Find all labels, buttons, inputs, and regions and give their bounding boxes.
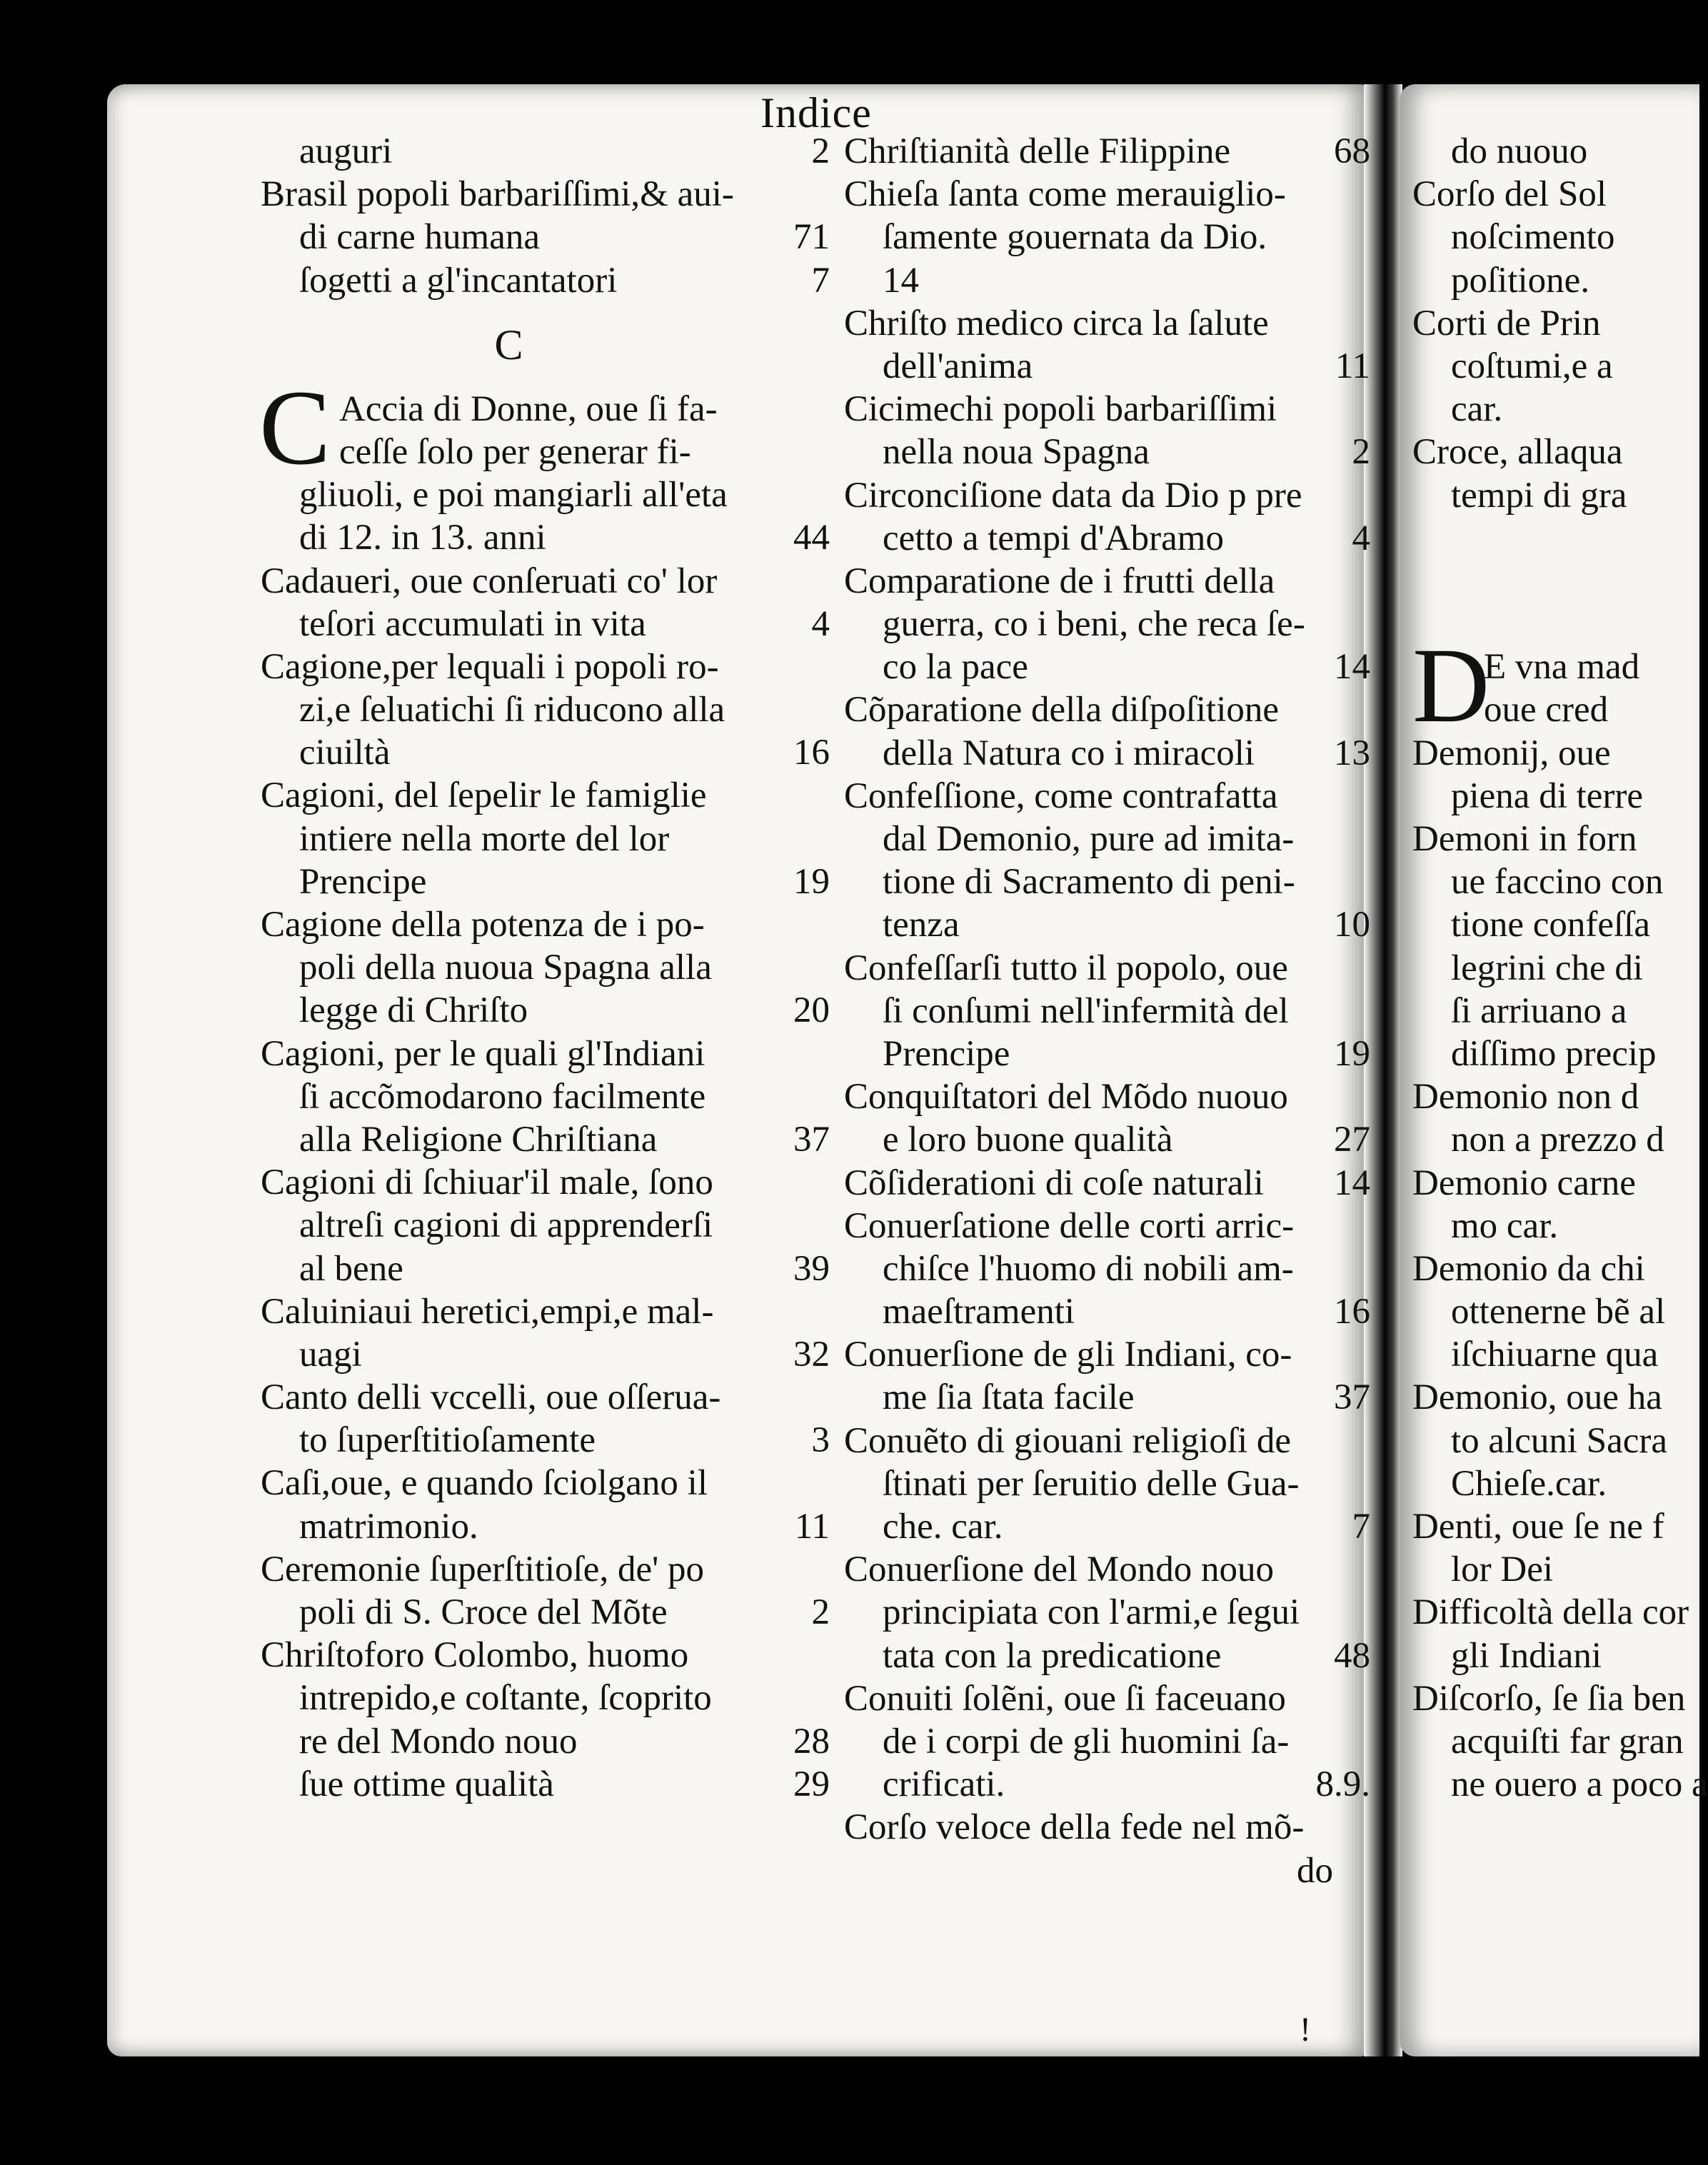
index-entry-line [261, 1204, 843, 1247]
entry-text: to alcuni Sacra [1451, 1420, 1668, 1461]
page-number: 4 [1352, 518, 1370, 558]
index-entry-line [1412, 775, 1698, 818]
index-entry-line [1412, 216, 1698, 258]
index-entry-line [1412, 646, 1698, 688]
entry-text: E vna mad [1484, 647, 1640, 688]
entry-text: legrini che di [1451, 948, 1644, 988]
entry-text: Confeſſarſi tutto il popolo, oue [844, 948, 1288, 988]
index-entry-line [844, 603, 1383, 646]
index-entry-line [1412, 1205, 1698, 1247]
section-gap [1412, 517, 1698, 560]
index-entry-line [261, 173, 843, 216]
index-entry-line [1412, 259, 1698, 302]
entry-text: Conuiti ſolẽni, oue ſi faceuano [844, 1678, 1286, 1719]
entry-text: Cagione della potenza de i po- [261, 905, 705, 945]
index-entry-line [1412, 1075, 1698, 1118]
index-entry-line [1412, 130, 1698, 173]
index-entry-line [844, 1548, 1383, 1591]
entry-text: Prencipe [299, 861, 427, 902]
entry-text: Caſi,oue, e quando ſciolgano il [261, 1463, 708, 1504]
index-entry-line [844, 1763, 1383, 1806]
entry-text: auguri [299, 131, 393, 171]
index-entry-line [844, 302, 1383, 345]
entry-text: dal Demonio, pure ad imita- [883, 819, 1295, 859]
index-entry-line [1412, 1376, 1698, 1419]
entry-text: matrimonio. [299, 1506, 478, 1547]
entry-text: ſi conſumi nell'infermità del [883, 990, 1289, 1031]
page-number: 16 [793, 733, 830, 773]
index-entry-line [261, 903, 843, 946]
entry-text: Circonciſione data da Dio p pre [844, 475, 1302, 516]
index-entry-line [261, 731, 843, 774]
index-entry-line [261, 860, 843, 903]
entry-text: Conuerſatione delle corti arric- [844, 1205, 1295, 1246]
index-entry-line [844, 1376, 1383, 1419]
index-entry-line [1412, 388, 1698, 431]
index-entry-line [261, 473, 843, 516]
entry-text: crificati. [883, 1764, 1005, 1805]
index-entry-line [844, 1591, 1383, 1634]
page-number: 44 [793, 518, 830, 558]
entry-text: Brasil popoli barbariſſimi,& aui- [261, 174, 734, 215]
index-entry-line [844, 1333, 1383, 1376]
index-entry-line [261, 216, 843, 258]
index-entry-line [261, 388, 843, 431]
entry-text: acquiſti far gran [1451, 1721, 1684, 1762]
index-entry-line [1412, 688, 1698, 731]
page-number: 48 [1334, 1635, 1370, 1676]
entry-text: me ſia ſtata facile [883, 1377, 1135, 1418]
entry-text: diſſimo precip [1451, 1033, 1657, 1074]
entry-text: ne ouero a poco a [1451, 1764, 1708, 1805]
index-column-2 [844, 130, 1383, 1892]
entry-text: principiata con l'armi,e ſegui [883, 1592, 1300, 1633]
index-entry-line [1412, 1247, 1698, 1290]
index-entry-line [261, 774, 843, 817]
index-entry-line [844, 1720, 1383, 1763]
entry-text: Conuerſione de gli Indiani, co- [844, 1335, 1292, 1375]
entry-text: Corſo veloce della fede nel mõ- [844, 1807, 1305, 1848]
index-entry-line [844, 1849, 1383, 1892]
entry-text: poſitione. [1451, 260, 1590, 301]
entry-text: Denti, oue ſe ne f [1412, 1507, 1664, 1547]
index-entry-line [844, 1806, 1383, 1849]
page-number: 27 [1334, 1120, 1370, 1160]
index-entry-line [1412, 1118, 1698, 1161]
entry-text: intiere nella morte del lor [299, 818, 670, 859]
entry-text: tione confeſſa [1451, 905, 1650, 945]
index-entry-line [844, 1205, 1383, 1247]
page-number: 2 [811, 131, 830, 171]
index-entry-line [261, 1290, 843, 1333]
entry-text: lor Dei [1451, 1549, 1554, 1590]
index-entry-line [844, 173, 1383, 216]
dropcap-lines [261, 388, 843, 473]
entry-text: della Natura co i miracoli [883, 733, 1255, 773]
entry-text: Cõparatione della diſpoſitione [844, 690, 1280, 730]
entry-text: mo car. [1451, 1205, 1559, 1246]
entry-text: ſue ottime qualità [299, 1764, 554, 1804]
index-entry-line [844, 388, 1383, 431]
index-entry-line [844, 474, 1383, 517]
index-entry-line [844, 431, 1383, 473]
entry-text: Cagioni, per le quali gl'Indiani [261, 1033, 705, 1074]
entry-text: do nuouo [1451, 131, 1588, 171]
page-header: Indice [760, 89, 872, 136]
index-entry-line [844, 1677, 1383, 1720]
entry-text: Accia di Donne, oue ſi fa- [339, 388, 718, 429]
entry-text: Comparatione de i frutti della [844, 561, 1275, 601]
index-entry-line [261, 946, 843, 989]
entry-text: di 12. in 13. anni [299, 518, 546, 558]
entry-text: Chriſto medico circa la ſalute [844, 303, 1269, 343]
page-number: 2 [811, 1592, 830, 1632]
entries-column-2 [844, 130, 1383, 1892]
index-entry-line [844, 259, 1383, 302]
page-number: 14 [1334, 1162, 1370, 1203]
dropcap-letter: C [259, 368, 331, 487]
page-number: 28 [793, 1721, 830, 1762]
index-entry-line [844, 775, 1383, 818]
entry-text: to ſuperſtitioſamente [299, 1420, 596, 1461]
entry-text: non a prezzo d [1451, 1120, 1664, 1160]
entry-text: tione di Sacramento di peni- [883, 862, 1295, 903]
index-entry-line [261, 688, 843, 731]
index-entry-line [1412, 1033, 1698, 1075]
entry-text: Ceremonie ſuperſtitioſe, de' po [261, 1549, 705, 1589]
entry-text: Cagioni di ſchiuar'il male, ſono [261, 1162, 713, 1203]
margin-mark: ! [1300, 2011, 1311, 2049]
index-entry-line [1412, 1591, 1698, 1634]
index-entry-line [1412, 903, 1698, 946]
index-entry-line [844, 1634, 1383, 1677]
index-entry-line [261, 989, 843, 1032]
entry-text: oue cred [1484, 690, 1609, 730]
section-gap [1412, 560, 1698, 603]
page-number: 37 [793, 1119, 830, 1160]
dropcap-lines [1412, 646, 1698, 731]
index-entry-line [1412, 1634, 1698, 1677]
entry-text: poli di S. Croce del Mõte [299, 1592, 668, 1632]
index-entry-line [1412, 345, 1698, 388]
entry-text: ſamente gouernata da Dio. [883, 217, 1267, 258]
index-entry-line [844, 688, 1383, 731]
entry-text: dell'anima [883, 346, 1033, 386]
index-entry-line [261, 1720, 843, 1763]
index-entry-line [844, 216, 1383, 258]
entry-text: de i corpi de gli huomini ſa- [883, 1721, 1290, 1762]
entry-text: ciuiltà [299, 733, 391, 773]
page-number: 3 [811, 1420, 830, 1461]
page-number: 2 [1352, 432, 1370, 473]
page-number: 71 [793, 217, 830, 258]
dropcap-entry [259, 368, 843, 487]
index-entry-line [261, 1591, 843, 1634]
entry-text: Demoni in forn [1412, 819, 1637, 859]
index-entry-line [1412, 1548, 1698, 1591]
page-number: 16 [1334, 1292, 1370, 1332]
entry-text: uagi [299, 1334, 362, 1375]
index-entry-line [844, 1462, 1383, 1505]
page-number: 29 [793, 1764, 830, 1804]
entry-text: Canto delli vccelli, oue oſſerua- [261, 1377, 721, 1418]
entries-after-letter [261, 473, 843, 1806]
entry-text: nella noua Spagna [883, 432, 1150, 473]
index-entry-line [1412, 732, 1698, 775]
index-entry-line [261, 1462, 843, 1505]
index-entry-line [261, 560, 843, 603]
index-entry-line [1412, 1333, 1698, 1376]
entry-text: Conuẽto di giouani religioſi de [844, 1420, 1292, 1461]
entry-text: Croce, allaqua [1412, 432, 1623, 473]
entry-text: alla Religione Chriſtiana [299, 1119, 658, 1160]
index-entry-line [844, 345, 1383, 388]
entry-text: gliuoli, e poi mangiarli all'eta [299, 475, 728, 516]
entry-text: Difficoltà della cor [1412, 1592, 1689, 1633]
entry-text: Conquiſtatori del Mõdo nuouo [844, 1077, 1288, 1117]
index-entry-line [844, 1075, 1383, 1118]
index-entry-line [261, 646, 843, 688]
entry-text: ceſſe ſolo per generar fi- [339, 431, 691, 472]
index-entry-line [261, 1376, 843, 1419]
index-entry-line [1412, 173, 1698, 216]
entry-text: ottenerne bẽ al [1451, 1292, 1666, 1332]
index-entry-line [261, 431, 843, 473]
index-entry-line [261, 1419, 843, 1462]
entry-text: maeſtramenti [883, 1292, 1075, 1332]
entry-text: Chriſtianità delle Filippine [844, 131, 1231, 171]
index-entry-line [1412, 474, 1698, 517]
index-entry-line [844, 903, 1383, 946]
index-entry-line [844, 517, 1383, 560]
index-entry-line [1412, 818, 1698, 860]
entry-text: Cicimechi popoli barbariſſimi [844, 389, 1277, 430]
entry-text: Cadaueri, oue conſeruati co' lor [261, 561, 718, 601]
page-number: 8.9. [1315, 1764, 1370, 1805]
index-entry-line [261, 1333, 843, 1376]
entry-text: Chieſe.car. [1451, 1463, 1607, 1504]
entry-text: chiſce l'huomo di nobili am- [883, 1248, 1294, 1289]
entries-before-letter [261, 130, 843, 302]
index-entry-line [261, 1033, 843, 1075]
dropcap-entry [1412, 626, 1698, 745]
index-entry-line [1412, 1720, 1698, 1763]
index-entry-line [844, 990, 1383, 1033]
index-entry-line [261, 603, 843, 646]
index-entry-line [844, 1505, 1383, 1548]
entry-text: iſchiuarne qua [1451, 1335, 1659, 1375]
index-entry-line [261, 130, 843, 173]
index-entry-line [844, 1420, 1383, 1462]
entry-text: 14 [883, 260, 919, 301]
entry-text: ſtinati per ſeruitio delle Gua- [883, 1463, 1300, 1504]
entry-text: Prencipe [883, 1033, 1010, 1074]
index-entry-line [844, 1247, 1383, 1290]
entry-text: ue faccino con [1451, 862, 1664, 903]
page-number: 68 [1334, 131, 1370, 171]
index-entry-line [844, 130, 1383, 173]
page-number: 37 [1334, 1377, 1370, 1418]
page-number: 4 [811, 603, 830, 644]
page-number: 32 [793, 1334, 830, 1375]
index-entry-line [844, 818, 1383, 860]
entry-text: Demonij, oue [1412, 733, 1611, 773]
index-entry-line [844, 947, 1383, 990]
index-entry-line [261, 1505, 843, 1548]
entry-text: poli della nuoua Spagna alla [299, 948, 712, 988]
entry-text: noſcimento [1451, 217, 1615, 258]
index-column-1 [261, 130, 843, 1806]
entry-text: tata con la predicatione [883, 1635, 1222, 1676]
entry-text: car. [1451, 389, 1503, 430]
entry-text: Chieſa ſanta come merauiglio- [844, 174, 1286, 215]
entry-text: legge di Chriſto [299, 990, 528, 1031]
page-number: 7 [811, 260, 830, 301]
entry-text: e loro buone qualità [883, 1120, 1173, 1160]
index-entry-line [1412, 1462, 1698, 1505]
entry-text: guerra, co i beni, che reca ſe- [883, 604, 1305, 645]
entry-text: Demonio, oue ha [1412, 1377, 1662, 1418]
entry-text: re del Mondo nouo [299, 1721, 578, 1762]
index-entry-line [1412, 947, 1698, 990]
entry-text: coſtumi,e a [1451, 346, 1613, 386]
page-number: 39 [793, 1248, 830, 1289]
page-number: 10 [1334, 905, 1370, 945]
index-entry-line [1412, 1420, 1698, 1462]
index-entry-line [1412, 1162, 1698, 1205]
entry-text: cetto a tempi d'Abramo [883, 518, 1224, 558]
entries-column-3-bottom [1412, 732, 1708, 1807]
index-entry-line [844, 646, 1383, 688]
index-entry-line [844, 1033, 1383, 1075]
letter-heading: C [494, 321, 523, 368]
entry-text: Caluiniaui heretici,empi,e mal- [261, 1291, 714, 1332]
entry-text: Diſcorſo, ſe ſia ben [1412, 1678, 1686, 1719]
index-entry-line [261, 1118, 843, 1161]
entry-text: Demonio non d [1412, 1077, 1639, 1117]
index-entry-line [844, 1162, 1383, 1205]
index-entry-line [261, 516, 843, 559]
index-entry-line [844, 860, 1383, 903]
entry-text: Corſo del Sol [1412, 174, 1607, 215]
entry-text: Demonio da chi [1412, 1248, 1645, 1289]
page-number: 14 [1334, 647, 1370, 688]
index-entry-line [1412, 302, 1698, 345]
index-entry-line [261, 1548, 843, 1591]
entry-text: Confeſſione, come contrafatta [844, 775, 1278, 816]
entry-text: tempi di gra [1451, 475, 1627, 516]
entry-text: ſi accõmodarono facilmente [299, 1076, 706, 1117]
entries-column-3-top [1412, 130, 1698, 517]
index-entry-line [1412, 860, 1698, 903]
entry-text: Chriſtoforo Colombo, huomo [261, 1635, 689, 1676]
page-number: 19 [1334, 1033, 1370, 1074]
page-number: 20 [793, 990, 830, 1031]
dropcap-letter: D [1412, 626, 1490, 745]
index-entry-line [261, 1677, 843, 1719]
index-entry-line [261, 259, 843, 302]
entry-text: teſori accumulati in vita [299, 603, 646, 644]
index-entry-line [261, 818, 843, 860]
index-entry-line [261, 1634, 843, 1677]
index-entry-line [844, 560, 1383, 603]
index-entry-line [1412, 1290, 1698, 1333]
entry-text: Cõſiderationi di coſe naturali [844, 1162, 1264, 1203]
entry-text: Conuerſione del Mondo nouo [844, 1549, 1275, 1590]
page-number: 19 [793, 861, 830, 902]
entry-text: ſogetti a gl'incantatori [299, 260, 618, 301]
entry-text: di carne humana [299, 217, 541, 258]
page-number: 7 [1352, 1507, 1370, 1547]
entry-text: Corti de Prin [1412, 303, 1601, 343]
index-column-3 [1412, 130, 1708, 1806]
entry-text: altreſi cagioni di apprenderſi [299, 1205, 713, 1246]
entry-text: intrepido,e coſtante, ſcoprito [299, 1678, 712, 1719]
index-entry-line [844, 732, 1383, 775]
index-entry-line [1412, 1505, 1698, 1548]
entry-text: gli Indiani [1451, 1635, 1602, 1676]
entry-text: piena di terre [1451, 775, 1644, 816]
entry-text: al bene [299, 1248, 403, 1289]
index-entry-line [261, 1763, 843, 1806]
index-entry-line [1412, 431, 1698, 473]
entry-text: co la pace [883, 647, 1028, 688]
page-number: 13 [1334, 733, 1370, 773]
entry-text: do [1297, 1850, 1333, 1891]
entry-text: Demonio carne [1412, 1162, 1636, 1203]
entry-text: ſi arriuano a [1451, 990, 1627, 1031]
index-entry-line [1412, 1763, 1708, 1806]
index-entry-line [1412, 1677, 1698, 1720]
index-entry-line [261, 1075, 843, 1118]
entry-text: zi,e ſeluatichi ſi riducono alla [299, 690, 725, 730]
index-entry-line [261, 1247, 843, 1290]
index-entry-line [1412, 990, 1698, 1033]
entry-text: Cagione,per lequali i popoli ro- [261, 646, 719, 687]
index-entry-line [261, 1161, 843, 1204]
entry-text: che. car. [883, 1507, 1003, 1547]
index-entry-line [844, 1290, 1383, 1333]
page-number: 11 [794, 1506, 830, 1547]
entry-text: Cagioni, del ſepelir le famiglie [261, 775, 707, 816]
entry-text: tenza [883, 905, 960, 945]
index-entry-line [844, 1118, 1383, 1161]
page-number: 11 [1335, 346, 1370, 386]
